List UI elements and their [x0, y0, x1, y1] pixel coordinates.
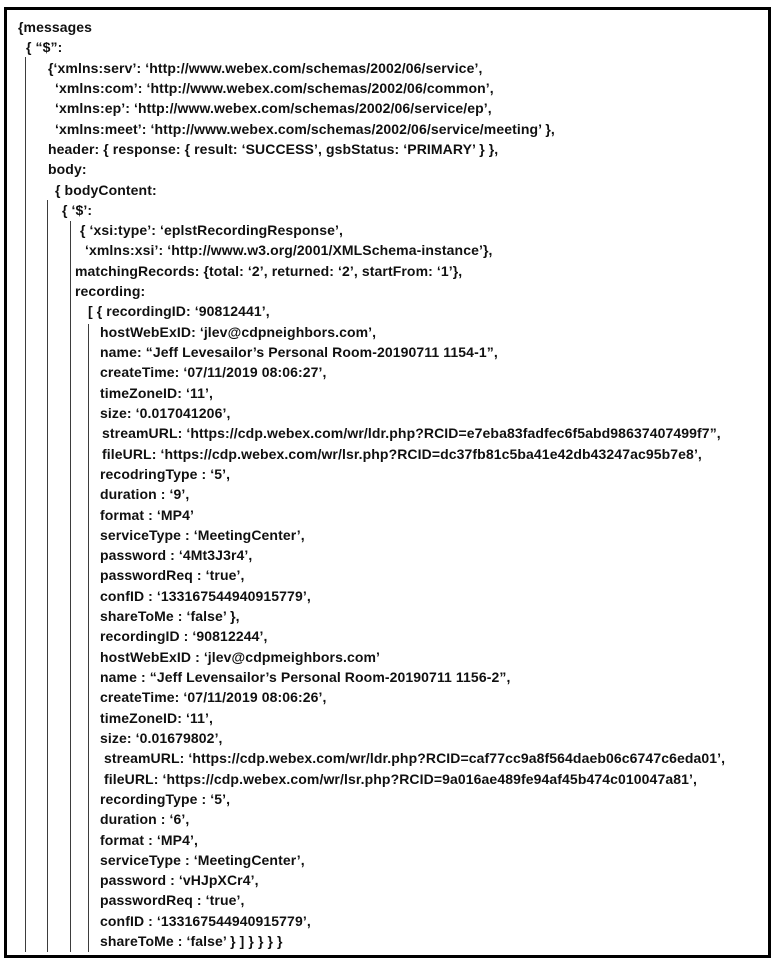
code-line: confID : ‘133167544940915779’,: [100, 587, 311, 604]
code-line: password : ‘vHJpXCr4’,: [100, 872, 259, 889]
code-line: createTime: ‘07/11/2019 08:06:26’,: [100, 689, 327, 706]
code-line: ‘xmlns:com’: ‘http://www.webex.com/schemas/2002/06/common’,: [55, 79, 494, 96]
code-line: serviceType : ‘MeetingCenter’,: [100, 526, 305, 543]
code-line: ‘xmlns:xsi’: ‘http://www.w3.org/2001/XMLSchema-instance’},: [85, 242, 493, 259]
code-line: streamURL: ‘https://cdp.webex.com/wr/ldr.php?RCID=caf77cc9a8f564daeb06c6747c6eda01’,: [104, 750, 726, 767]
code-line: duration : ‘6’,: [100, 811, 190, 828]
code-line: recordingID : ‘90812244’,: [100, 628, 268, 645]
code-line: passwordReq : ‘true’,: [100, 567, 245, 584]
code-line: size: ‘0.01679802’,: [100, 729, 223, 746]
code-line: fileURL: ‘https://cdp.webex.com/wr/lsr.php?RCID=9a016ae489fe94af45b474c010047a81’,: [104, 770, 697, 787]
code-line: timeZoneID: ‘11’,: [100, 709, 213, 726]
code-line: fileURL: ‘https://cdp.webex.com/wr/lsr.php?RCID=dc37fb81c5ba41e42db43247ac95b7e8’,: [102, 445, 702, 462]
code-line: header: { response: { result: ‘SUCCESS’, gsbStatus: ‘PRIMARY’ } },: [48, 140, 499, 157]
code-line: { “$”:: [26, 39, 63, 56]
code-line: shareToMe : ‘false’ },: [100, 608, 240, 625]
code-line: {‘xmlns:serv’: ‘http://www.webex.com/schemas/2002/06/service’,: [48, 59, 483, 76]
code-line: serviceType : ‘MeetingCenter’,: [100, 851, 305, 868]
code-line: ‘xmlns:meet’: ‘http://www.webex.com/schemas/2002/06/service/meeting’ },: [55, 120, 555, 137]
code-line: recordingType : ‘5’,: [100, 790, 231, 807]
code-line: hostWebExID : ‘jlev@cdpmeighbors.com’: [100, 648, 381, 665]
code-line: [ { recordingID: ‘90812441’,: [88, 303, 270, 320]
code-line: { ‘xsi:type’: ‘eplstRecordingResponse’,: [80, 222, 343, 239]
code-line: timeZoneID: ‘11’,: [100, 384, 213, 401]
code-line: password : ‘4Mt3J3r4’,: [100, 547, 253, 564]
code-line: hostWebExID: ‘jlev@cdpneighbors.com’,: [100, 323, 377, 340]
code-line: { bodyContent:: [55, 181, 157, 198]
code-line: createTime: ‘07/11/2019 08:06:27’,: [100, 364, 327, 381]
code-line: passwordReq : ‘true’,: [100, 892, 245, 909]
code-line: duration : ‘9’,: [100, 486, 190, 503]
code-line: ‘xmlns:ep’: ‘http://www.webex.com/schemas/2002/06/service/ep’,: [55, 100, 492, 117]
code-line: recording:: [75, 283, 146, 300]
code-line: { ‘$’:: [62, 201, 93, 218]
code-line: shareToMe : ‘false’ } ] } } } }: [100, 933, 283, 950]
code-line: format : ‘MP4’,: [100, 831, 198, 848]
code-line: matchingRecords: {total: ‘2’, returned: ‘2’, startFrom: ‘1’},: [75, 262, 463, 279]
code-line: confID : ‘133167544940915779’,: [100, 912, 311, 929]
code-line: body:: [48, 161, 87, 178]
code-line: streamURL: ‘https://cdp.webex.com/wr/ldr.php?RCID=e7eba83fadfec6f5abd98637407499f7”,: [102, 425, 721, 442]
code-listing: [0, 17, 780, 951]
code-line: format : ‘MP4’: [100, 506, 194, 523]
code-line: size: ‘0.017041206’,: [100, 404, 231, 421]
code-line: recodringType : ‘5’,: [100, 465, 231, 482]
code-line: {messages: [18, 19, 93, 35]
code-line: name: “Jeff Levesailor’s Personal Room-20190711 1154-1”,: [100, 344, 498, 360]
code-line: name : “Jeff Levensailor’s Personal Room-20190711 1156-2”,: [100, 669, 511, 685]
